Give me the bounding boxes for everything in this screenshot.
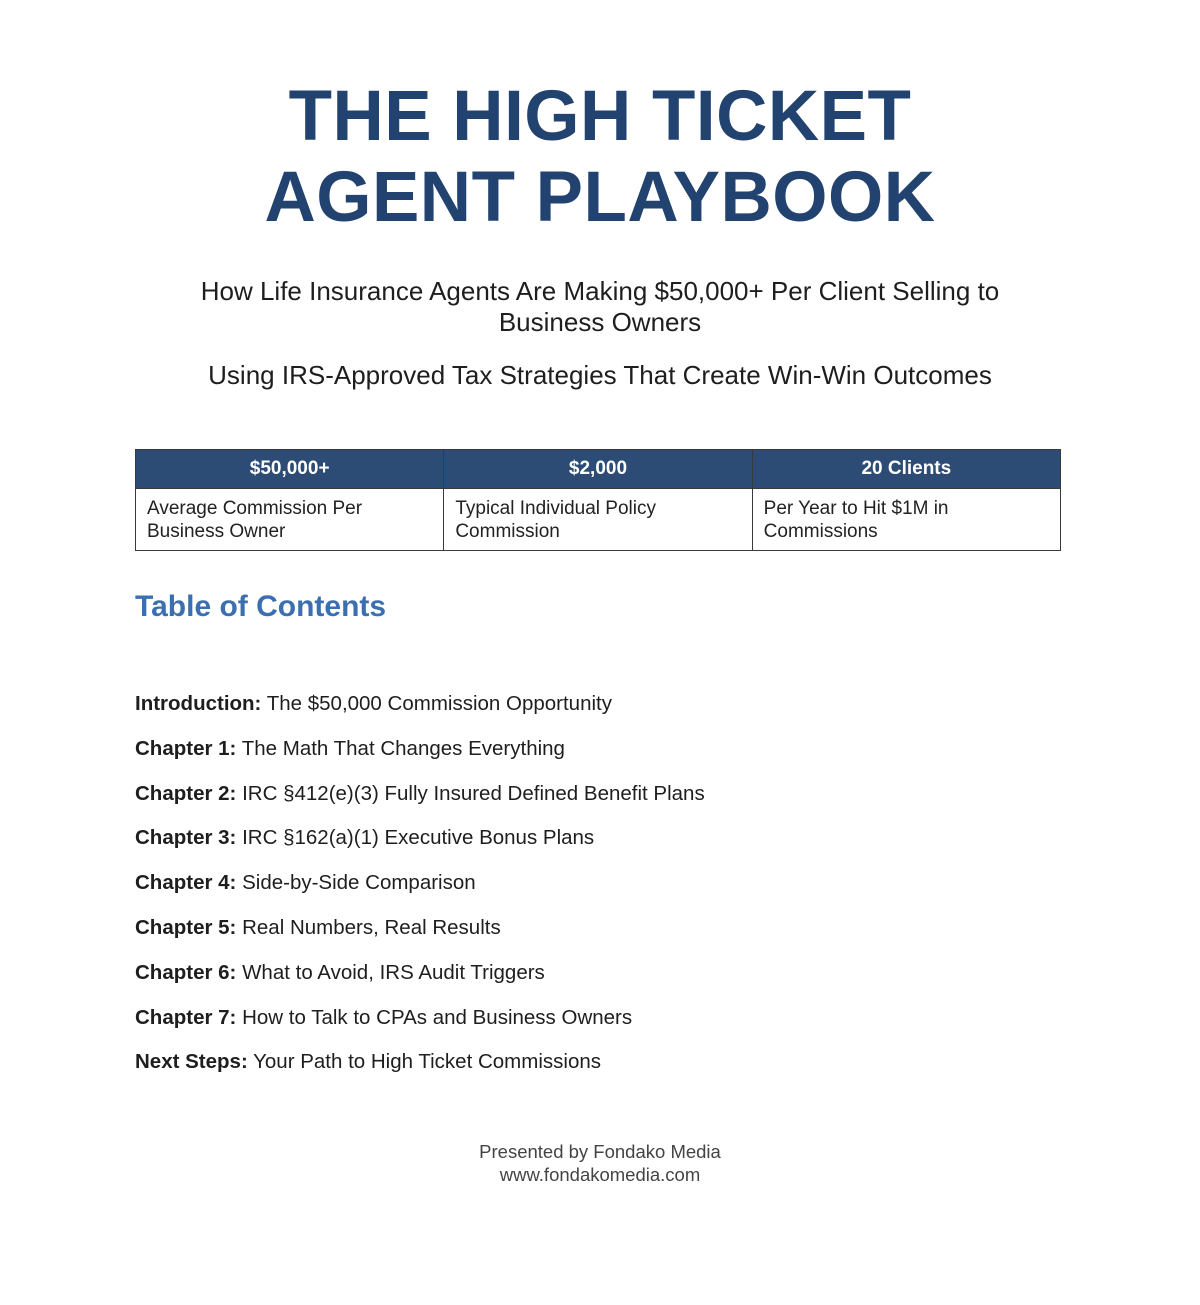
stat-column bbox=[753, 450, 1060, 550]
toc-item-chapter-2 bbox=[135, 779, 705, 824]
toc-item-text: The $50,000 Commission Opportunity bbox=[261, 692, 612, 715]
toc-list bbox=[135, 689, 705, 1092]
toc-item-text: Your Path to High Ticket Commissions bbox=[247, 1050, 601, 1074]
toc-item-text: Side-by-Side Comparison bbox=[236, 871, 476, 895]
toc-item-prefix: Chapter 1: bbox=[135, 736, 237, 760]
stat-label: Average Commission Per Business Owner bbox=[147, 498, 363, 542]
toc-item-prefix: Introduction: bbox=[135, 692, 262, 715]
footer bbox=[0, 1140, 1200, 1186]
toc-item-next-steps bbox=[135, 1047, 705, 1092]
stat-column bbox=[444, 450, 752, 550]
stat-value: 20 Clients bbox=[753, 450, 1060, 489]
toc-item-prefix: Chapter 2: bbox=[135, 781, 237, 805]
toc-item-text: IRC §162(a)(1) Executive Bonus Plans bbox=[236, 826, 595, 850]
toc-item-prefix: Chapter 3: bbox=[135, 826, 237, 850]
toc-item-text: Real Numbers, Real Results bbox=[236, 915, 501, 939]
document-title bbox=[0, 76, 1200, 238]
subtitle-secondary: Using IRS-Approved Tax Strategies That Create Win-Win Outcomes bbox=[208, 360, 992, 390]
toc-item-chapter-4 bbox=[135, 868, 705, 913]
stat-label: Per Year to Hit $1M in Commissions bbox=[763, 498, 949, 542]
toc-item-prefix: Chapter 4: bbox=[135, 871, 237, 895]
footer-url: www.fondakomedia.com bbox=[499, 1164, 701, 1185]
toc-item-prefix: Chapter 5: bbox=[135, 915, 237, 939]
toc-item-text: What to Avoid, IRS Audit Triggers bbox=[236, 960, 545, 984]
toc-heading: Table of Contents bbox=[135, 590, 387, 623]
toc-item-chapter-5 bbox=[135, 913, 705, 958]
toc-item-text: The Math That Changes Everything bbox=[236, 736, 565, 760]
footer-presented-by: Presented by Fondako Media bbox=[479, 1141, 721, 1162]
toc-item-chapter-6 bbox=[135, 958, 705, 1003]
subtitle-primary: How Life Insurance Agents Are Making $50,000+ Per Client Selling to Business Owners bbox=[200, 276, 1000, 337]
stat-column bbox=[136, 450, 444, 550]
stat-label: Typical Individual Policy Commission bbox=[455, 498, 656, 542]
stats-table bbox=[135, 449, 1061, 551]
toc-item-chapter-7 bbox=[135, 1003, 705, 1048]
stat-value: $50,000+ bbox=[136, 450, 443, 489]
title-line-2: AGENT PLAYBOOK bbox=[264, 158, 936, 237]
toc-item-prefix: Next Steps: bbox=[135, 1050, 248, 1074]
toc-item-chapter-3 bbox=[135, 823, 705, 868]
toc-item-prefix: Chapter 7: bbox=[135, 1005, 237, 1029]
toc-item-prefix: Chapter 6: bbox=[135, 960, 237, 984]
toc-item-text: IRC §412(e)(3) Fully Insured Defined Benefit Plans bbox=[236, 781, 705, 805]
toc-item-text: How to Talk to CPAs and Business Owners bbox=[236, 1005, 633, 1029]
title-line-1: THE HIGH TICKET bbox=[288, 77, 912, 156]
stat-value: $2,000 bbox=[444, 450, 751, 489]
toc-item-introduction bbox=[135, 689, 705, 734]
toc-item-chapter-1 bbox=[135, 734, 705, 779]
